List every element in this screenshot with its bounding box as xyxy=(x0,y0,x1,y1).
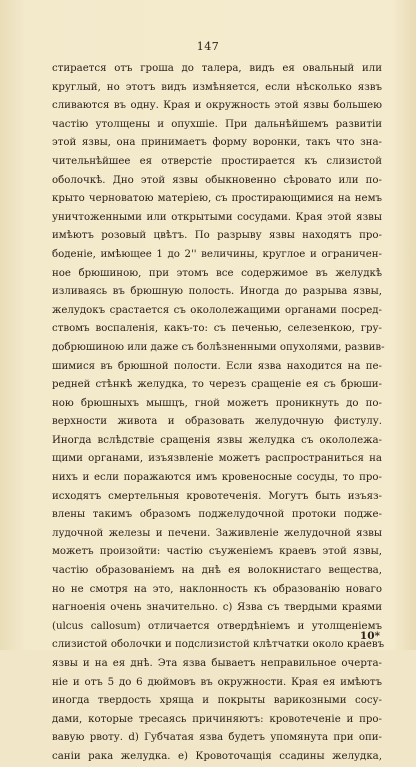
text-line: ное брюшиною, при этомъ все содержимое въ желудкѣ xyxy=(52,267,382,279)
text-line: оболочкѣ. Дно этой язвы обыкновенно сѣровато или по- xyxy=(52,174,382,186)
text-line: иногда твердость хряща и покрыты варикозными сосу- xyxy=(52,695,382,707)
text-line: влены такимъ образомъ поджелудочной протоки подже- xyxy=(52,509,382,521)
text-line: верхности живота и образовать желудочную фистулу. xyxy=(52,416,382,428)
text-line: язвы и на ея днѣ. Эта язва бываетъ неправильное очерта- xyxy=(52,658,382,669)
text-line: лудочной железы и печени. Заживленіе желудочной язвы xyxy=(52,527,382,539)
text-line: ною брюшныхъ мышцъ, гной можетъ проникнуть до по- xyxy=(52,397,382,409)
text-line: крыто черноватою матеріею, съ простирающимися на немъ xyxy=(52,193,382,205)
text-line: уничтоженными или открытыми сосудами. Края этой язвы xyxy=(52,211,382,223)
text-line: нихъ и если поражаются имъ кровеносные сосуды, то про- xyxy=(52,472,382,484)
text-line: но не смотря на это, наклонность къ образованію новаго xyxy=(52,583,382,595)
body-text xyxy=(52,60,385,767)
page-number: 147 xyxy=(196,40,220,53)
text-line: изливаясь въ брюшную полость. Иногда до разрыва язвы, xyxy=(52,286,382,298)
text-line: желудокъ срастается съ окололежащими органами посред- xyxy=(52,304,382,316)
text-line: чительнѣйшее ея отверстіе простирается къ слизистой xyxy=(52,155,382,167)
text-line: вавую рвоту. d) Губчатая язва будетъ упомянута при опи- xyxy=(52,732,382,744)
text-line: щими органами, изъязвленіе можетъ распространиться на xyxy=(52,453,382,465)
text-line: можетъ произойти: частію съуженіемъ краевъ этой язвы, xyxy=(52,546,382,558)
text-line: этой язвы, она принимаетъ форму воронки, такъ что зна- xyxy=(52,137,382,149)
text-line: ствомъ воспаленія, какъ-то: съ печенью, селезенкою, гру- xyxy=(52,323,382,335)
text-line: саніи рака желудка. e) Кровоточащія ссадины желудка, xyxy=(52,750,382,762)
text-line: слизистой оболочки и подслизистой клѣтчатки около краевъ xyxy=(52,639,385,651)
text-line: дами, которые тресаясь причиняютъ: кровотеченіе и про- xyxy=(52,713,382,725)
text-line: частію образованіемъ на днѣ ея волокнистаго вещества, xyxy=(52,565,382,577)
text-line: добрюшиною или даже съ болѣзненными опухолями, развив- xyxy=(52,341,385,353)
text-line: имѣютъ розовый цвѣтъ. По разрыву язвы находятъ про- xyxy=(52,230,382,242)
text-line: ніе и отъ 5 до 6 дюймовъ въ окружности. Края ея имѣютъ xyxy=(52,676,382,688)
text-line: шимися въ брюшной полости. Если язва находится на пе- xyxy=(52,360,382,372)
text-line: боденіе, имѣющее 1 до 2'' величины, круглое и ограничен- xyxy=(52,248,382,260)
text-line: стирается отъ гроша до талера, видъ ея овальный или xyxy=(52,63,382,74)
printer-signature: 10* xyxy=(359,630,380,642)
text-line: редней стѣнкѣ желудка, то черезъ сращеніе ея съ брюши- xyxy=(52,379,382,391)
text-line: круглый, но этотъ видъ измѣняется, если нѣсколько язвъ xyxy=(52,81,382,93)
text-line: (ulcus callosum) отличается отвердѣніемъ и утолщеніемъ xyxy=(52,620,382,632)
text-line: сливаются въ одну. Края и окружность этой язвы большею xyxy=(52,100,382,112)
text-line: нагноенія очень значительно. c) Язва съ твердыми краями xyxy=(52,602,382,614)
text-line: Иногда вслѣдствіе сращенія язвы желудка съ окололежа- xyxy=(52,434,382,446)
text-line: исходятъ смертельныя кровотеченія. Могутъ быть изъяз- xyxy=(52,490,382,502)
text-line: частію утолщены и опухшіе. При дальнѣйшемъ развитіи xyxy=(52,118,382,130)
